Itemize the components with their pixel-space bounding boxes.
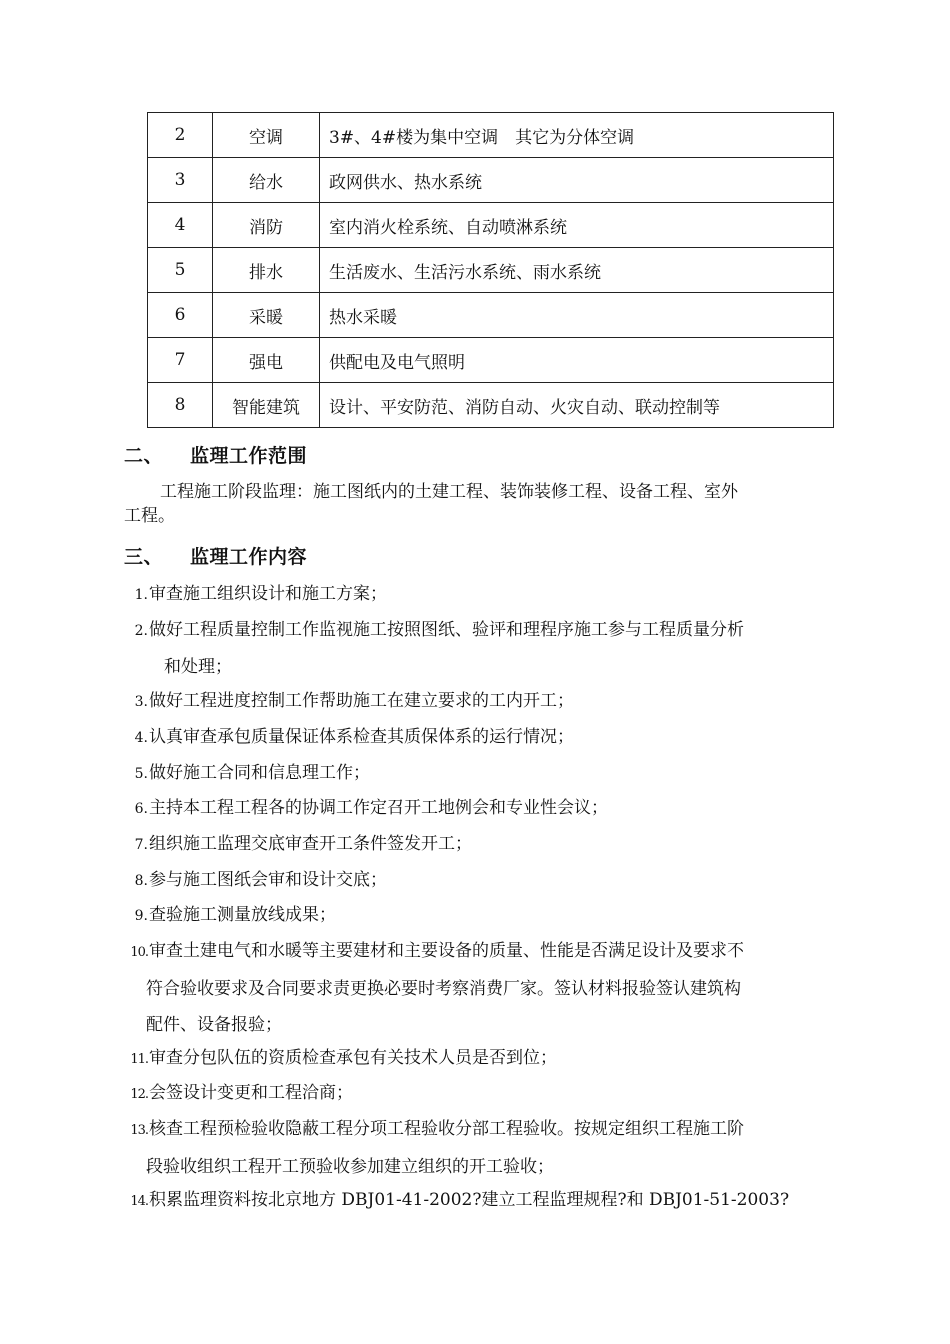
row-description: 设计、平安防范、消防自动、火灾自动、联动控制等 [320,383,834,428]
list-item-text: 审查施工组织设计和施工方案； [149,584,387,604]
section-2-para-line-2: 工程。 [124,506,175,526]
list-item-text: 参与施工图纸会审和设计交底； [149,870,387,890]
row-number: 3 [148,158,213,203]
section-2-number: 二、 [124,445,164,467]
row-number: 5 [148,248,213,293]
row-system-name: 采暖 [213,293,320,338]
list-item-text: 查验施工测量放线成果； [149,905,336,925]
table-row [148,338,834,383]
list-item [124,683,836,720]
system-table [147,112,834,428]
row-description: 供配电及电气照明 [320,338,834,383]
list-item [124,862,836,899]
row-system-name: 空调 [213,113,320,158]
section-3-title: 监理工作内容 [190,546,308,568]
list-item [124,612,836,685]
list-item-text: 认真审查承包质量保证体系检查其质保体系的运行情况； [149,727,574,747]
list-item-number: 12. [130,1087,148,1102]
list-item [124,1182,836,1220]
list-item-text: 做好工程质量控制工作监视施工按照图纸、验评和理程序施工参与工程质量分析 [149,620,744,640]
list-item-number: 14. [130,1194,148,1209]
table-row [148,293,834,338]
list-item-number: 1. [134,587,148,603]
row-system-name: 给水 [213,158,320,203]
list-item [124,576,836,613]
list-item-number: 11. [130,1052,148,1067]
table-row [148,248,834,293]
list-item-text: 审查分包队伍的资质检查承包有关技术人员是否到位； [149,1048,557,1068]
row-system-name: 排水 [213,248,320,293]
list-item-continuation: 符合验收要求及合同要求责更换必要时考察消费厂家。签认材料报验签认建筑构 [146,979,741,999]
list-item [124,826,836,863]
row-description: 3#、4#楼为集中空调 其它为分体空调 [320,113,834,158]
list-item-number: 10. [130,945,148,960]
list-item [124,1040,836,1078]
list-item-number: 6. [134,801,148,817]
section-2-heading [124,441,307,468]
section-2-paragraph [124,480,836,528]
list-item-text: 做好工程进度控制工作帮助施工在建立要求的工内开工； [149,691,574,711]
list-item [124,755,836,792]
list-item-number: 7. [134,837,148,853]
row-system-name: 智能建筑 [213,383,320,428]
row-number: 7 [148,338,213,383]
list-item [124,1075,836,1113]
table-row [148,203,834,248]
list-item-number: 2. [134,623,148,639]
list-item-number: 4. [134,730,148,746]
list-item-text: 组织施工监理交底审查开工条件签发开工； [149,834,472,854]
section-3-heading [124,542,307,569]
list-item-continuation: 配件、设备报验； [146,1015,282,1035]
list-item-number: 8. [134,873,148,889]
list-item-number: 13. [130,1123,148,1138]
section-3-number: 三、 [124,546,164,568]
row-number: 2 [148,113,213,158]
list-item [124,1111,836,1185]
table-row [148,383,834,428]
list-item-text: 会签设计变更和工程洽商； [149,1083,353,1103]
list-item [124,719,836,756]
list-item-text: 做好施工合同和信息理工作； [149,763,370,783]
section-2-para-line-1: 工程施工阶段监理：施工图纸内的土建工程、装饰装修工程、设备工程、室外 [160,482,738,502]
row-description: 生活废水、生活污水系统、雨水系统 [320,248,834,293]
list-item-continuation: 段验收组织工程开工预验收参加建立组织的开工验收； [146,1157,554,1177]
list-item-text: 核查工程预检验收隐蔽工程分项工程验收分部工程验收。按规定组织工程施工阶 [149,1119,744,1139]
list-item-text: 主持本工程工程各的协调工作定召开工地例会和专业性会议； [149,798,608,818]
list-item-number: 5. [134,766,148,782]
table-row [148,113,834,158]
list-item-continuation: 和处理； [164,657,232,677]
row-description: 政网供水、热水系统 [320,158,834,203]
list-item-text: 审查土建电气和水暖等主要建材和主要设备的质量、性能是否满足设计及要求不 [149,941,744,961]
row-system-name: 强电 [213,338,320,383]
row-number: 6 [148,293,213,338]
list-item-text: 积累监理资料按北京地方 DBJ01-41-2002?建立工程监理规程?和 DBJ01-51-2003? [149,1190,790,1210]
table-row [148,158,834,203]
row-description: 室内消火栓系统、自动喷淋系统 [320,203,834,248]
row-number: 8 [148,383,213,428]
section-2-title: 监理工作范围 [190,445,308,467]
row-description: 热水采暖 [320,293,834,338]
row-number: 4 [148,203,213,248]
list-item-number: 3. [134,694,148,710]
list-item [124,790,836,827]
list-item-number: 9. [134,908,148,924]
row-system-name: 消防 [213,203,320,248]
list-item [124,897,836,934]
list-item [124,933,836,1043]
